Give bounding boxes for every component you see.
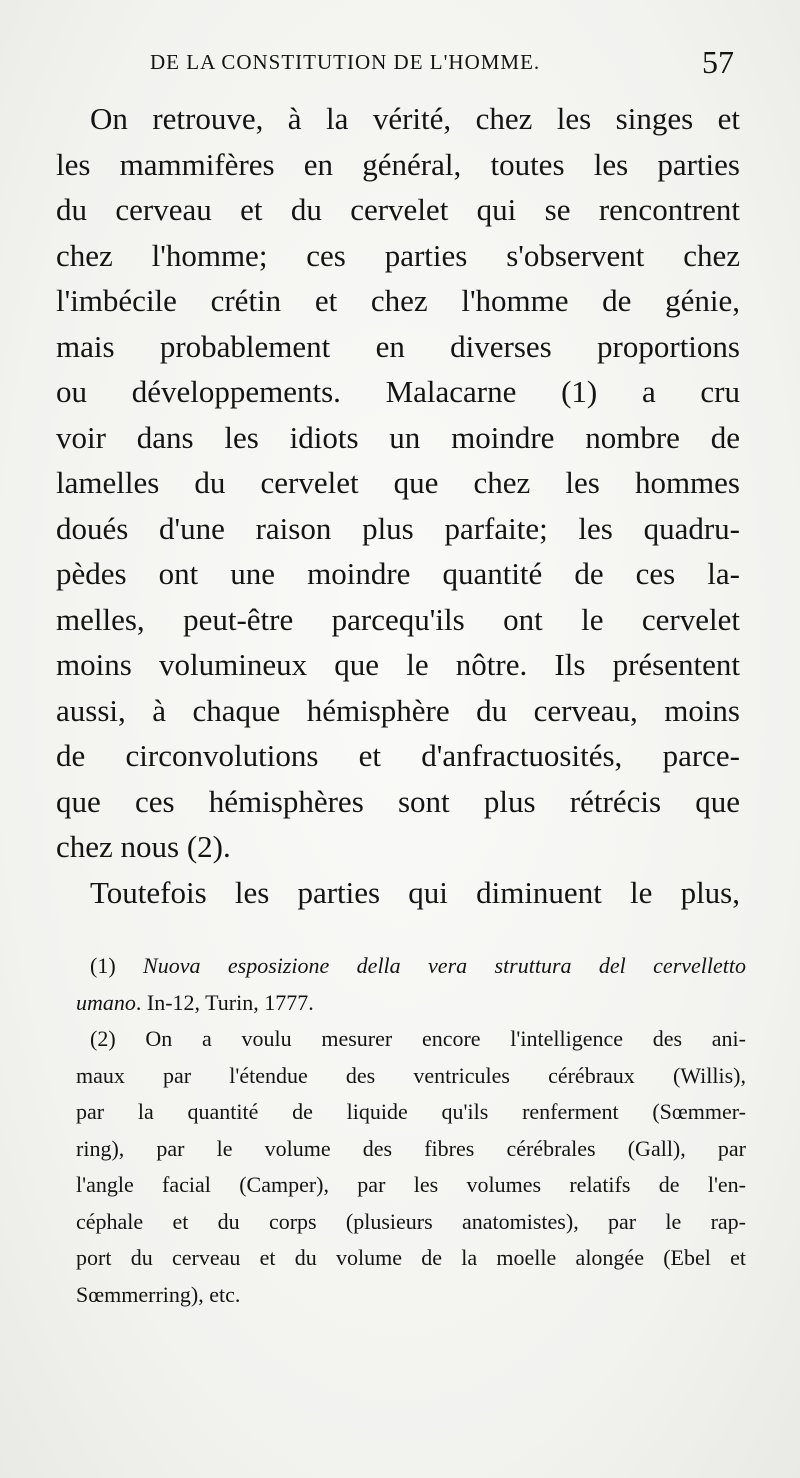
running-title: DE LA CONSTITUTION DE L'HOMME. xyxy=(150,50,541,74)
text-line: du cerveau et du cervelet qui se rencontrent xyxy=(56,192,740,227)
footnote-2-line: (2) On a voulu mesurer encore l'intelligence des ani- xyxy=(90,1026,746,1051)
text-line: chez nous (2). xyxy=(56,829,231,864)
footnote-2-line: port du cerveau et du volume de la moelle alongée (Ebel et xyxy=(76,1245,746,1270)
footnote-2-line: maux par l'étendue des ventricules cérébraux (Willis), xyxy=(76,1062,746,1088)
text-line: pèdes ont une moindre quantité de ces la- xyxy=(56,556,740,591)
page-number: 57 xyxy=(702,44,734,80)
text-line: ou développements. Malacarne (1) a cru xyxy=(56,374,740,409)
body-text xyxy=(56,96,740,915)
cited-work-title: Nuova esposizione della vera struttura del cervelletto xyxy=(143,953,746,978)
footnote-2-line: l'angle facial (Camper), par les volumes relatifs de l'en- xyxy=(76,1172,746,1197)
text-line: chez l'homme; ces parties s'observent chez xyxy=(56,237,740,273)
footnote-2-line: Sœmmerring), etc. xyxy=(76,1281,241,1307)
footnote-2-line: céphale et du corps (plusieurs anatomistes), par le rap- xyxy=(76,1208,746,1234)
text-line: moins volumineux que le nôtre. Ils présentent xyxy=(56,647,740,682)
text-line: doués d'une raison plus parfaite; les quadru- xyxy=(56,510,740,546)
footnote-2-line: ring), par le volume des fibres cérébrales (Gall), par xyxy=(76,1135,746,1161)
text-line: de circonvolutions et d'anfractuosités, parce- xyxy=(56,738,740,773)
text-line: que ces hémisphères sont plus rétrécis que xyxy=(56,783,740,819)
text-line: mais probablement en diverses proportions xyxy=(56,328,740,364)
footnotes xyxy=(76,948,746,1313)
footnote-1-line xyxy=(76,948,746,985)
text-line: voir dans les idiots un moindre nombre de xyxy=(56,419,740,455)
footnote-marker: (1) xyxy=(90,953,116,978)
text-line: aussi, à chaque hémisphère du cerveau, moins xyxy=(56,692,740,728)
page-header xyxy=(150,44,740,84)
text-line: l'imbécile crétin et chez l'homme de génie, xyxy=(56,283,740,318)
cited-work-title: umano xyxy=(76,989,136,1015)
text-line: les mammifères en général, toutes les parties xyxy=(56,146,740,182)
footnote-1-line xyxy=(76,985,746,1022)
citation-details: . In-12, Turin, 1777. xyxy=(135,989,314,1015)
text-line: melles, peut-être parcequ'ils ont le cervelet xyxy=(56,601,740,637)
text-line: On retrouve, à la vérité, chez les singes et xyxy=(90,101,740,136)
text-line: lamelles du cervelet que chez les hommes xyxy=(56,465,740,500)
footnote-2-line: par la quantité de liquide qu'ils renferment (Sœmmer- xyxy=(76,1099,746,1124)
text-line: Toutefois les parties qui diminuent le plus, xyxy=(90,874,740,910)
